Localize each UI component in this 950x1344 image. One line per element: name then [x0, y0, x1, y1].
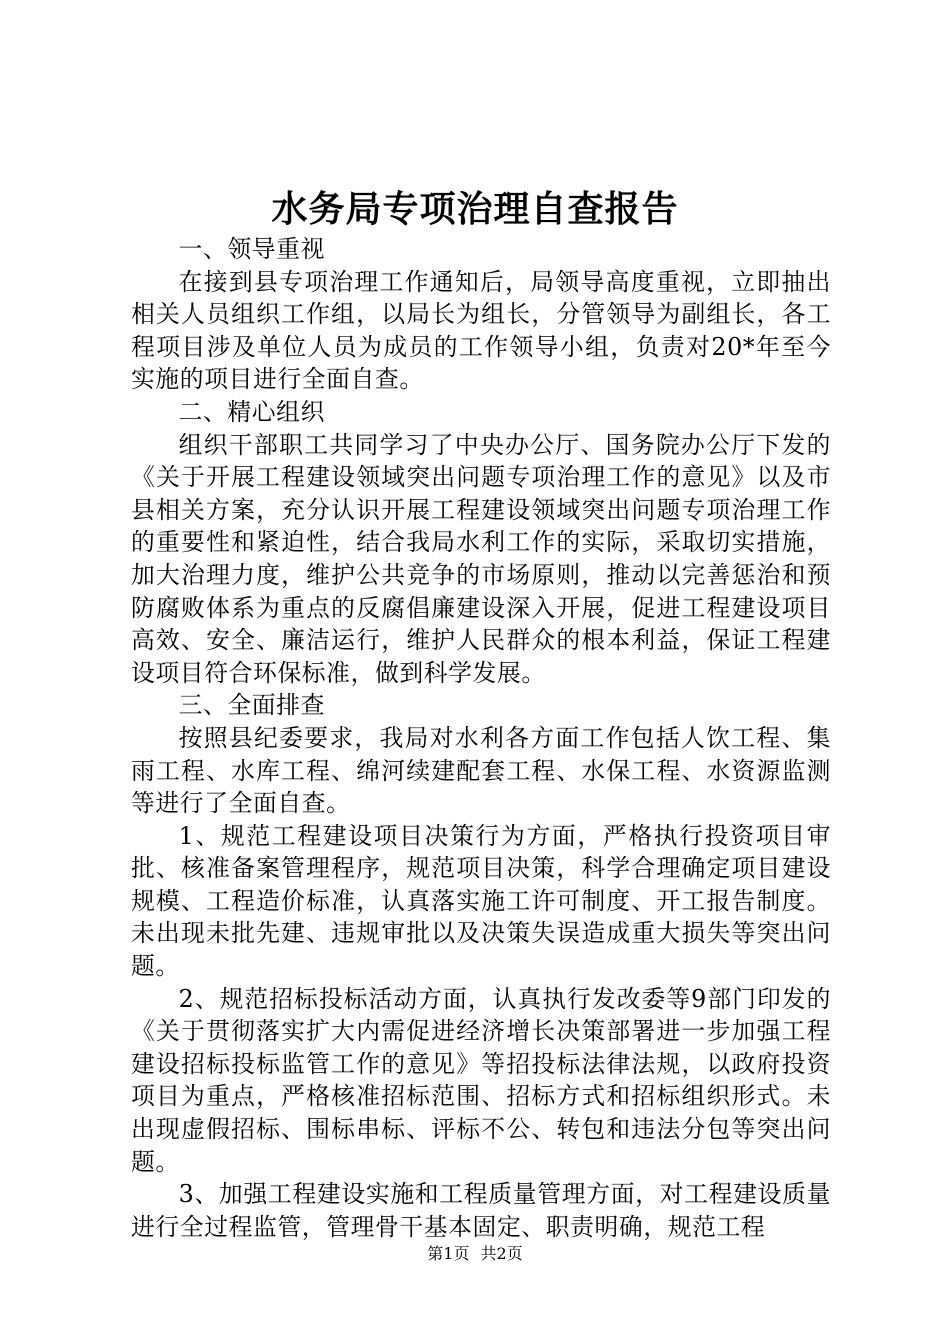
- section-heading-organization: 二、精心组织: [178, 397, 325, 426]
- page-total: 共2页: [480, 1244, 523, 1263]
- section-heading-inspection: 三、全面排查: [178, 691, 325, 720]
- paragraph-item-2: 2、规范招标投标活动方面，认真执行发改委等9部门印发的《关于贯彻落实扩大内需促进经济增长决策部署进一步加强工程建设招标投标监管工作的意见》等招投标法律法规，以政府投资项目为重点，严格核准招标范围、招标方式和招标组织形式。未出现虚假招标、围标串标、评标不公、转包和违法分包等突出问题。: [131, 984, 831, 1176]
- paragraph-item-1: 1、规范工程建设项目决策行为方面，严格执行投资项目审批、核准备案管理程序，规范项目决策，科学合理确定项目建设规模、工程造价标准，认真落实施工许可制度、开工报告制度。未出现未批先建、违规审批以及决策失误造成重大损失等突出问题。: [131, 821, 831, 981]
- paragraph-leadership: 在接到县专项治理工作通知后，局领导高度重视，立即抽出相关人员组织工作组，以局长为组长，分管领导为副组长，各工程项目涉及单位人员为成员的工作领导小组，负责对20*年至今实施的项目进行全面自查。: [131, 267, 831, 394]
- paragraph-inspection-intro: 按照县纪委要求，我局对水利各方面工作包括人饮工程、集雨工程、水库工程、绵河续建配套工程、水保工程、水资源监测等进行了全面自查。: [131, 723, 831, 818]
- document-title: 水务局专项治理自查报告: [271, 188, 679, 230]
- paragraph-item-3: 3、加强工程建设实施和工程质量管理方面，对工程建设质量进行全过程监管，管理骨干基本固定、职责明确，规范工程: [131, 1180, 831, 1241]
- paragraph-organization: 组织干部职工共同学习了中央办公厅、国务院办公厅下发的《关于开展工程建设领域突出问题专项治理工作的意见》以及市县相关方案，充分认识开展工程建设领域突出问题专项治理工作的重要性和紧迫性，结合我局水利工作的实际，采取切实措施，加大治理力度，维护公共竞争的市场原则，推动以完善惩治和预防腐败体系为重点的反腐倡廉建设深入开展，促进工程建设项目高效、安全、廉洁运行，维护人民群众的根本利益，保证工程建设项目符合环保标准，做到科学发展。: [131, 430, 831, 687]
- section-heading-leadership: 一、领导重视: [178, 235, 325, 263]
- page-number: 第1页: [427, 1244, 470, 1263]
- document-body: [131, 233, 831, 1243]
- page-footer: [0, 1243, 950, 1265]
